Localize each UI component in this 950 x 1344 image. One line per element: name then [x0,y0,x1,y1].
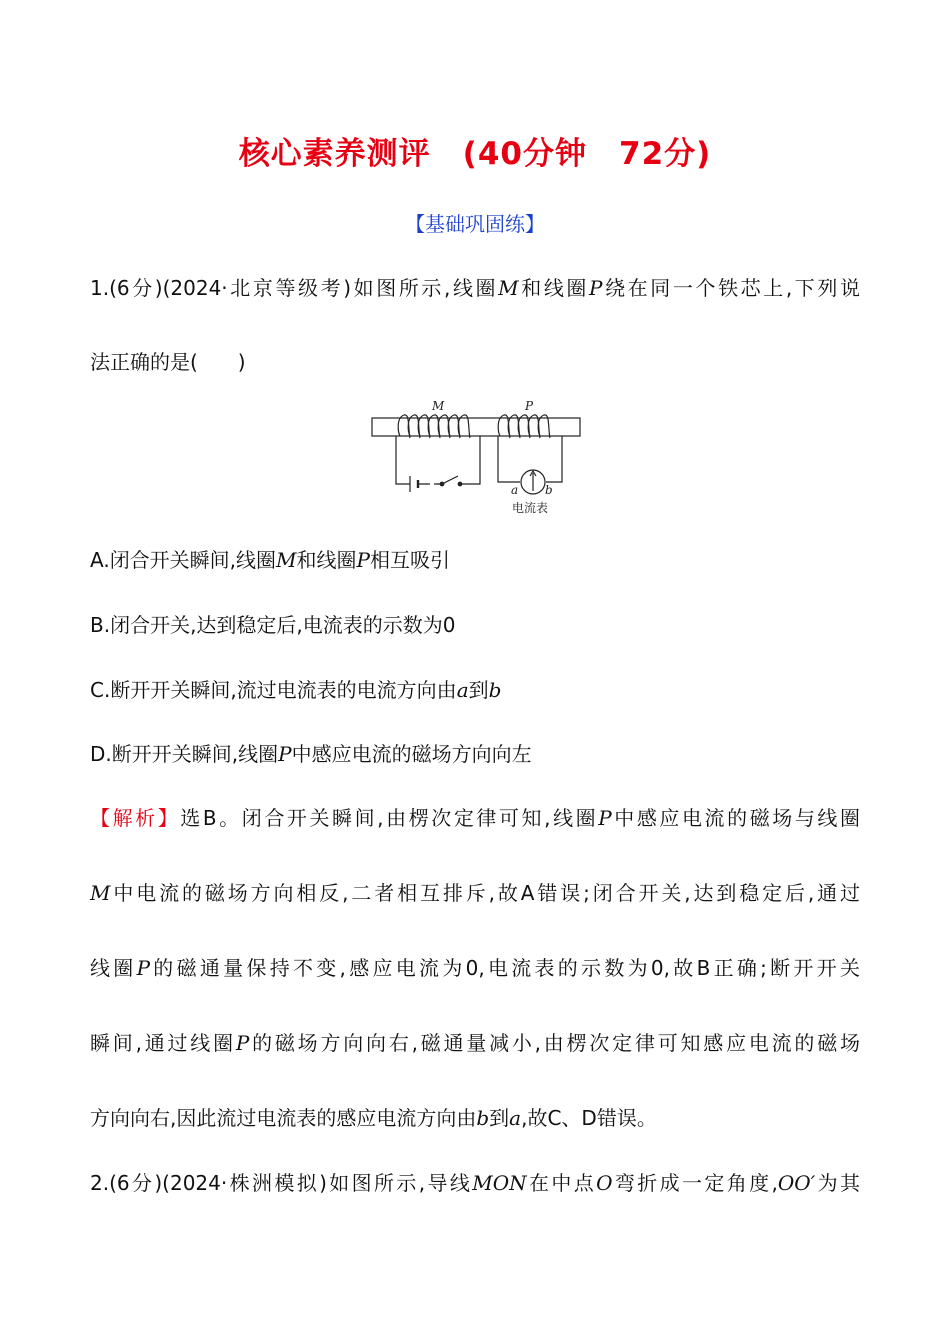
option-text: 到 [468,678,489,702]
analysis-line-5 [90,1104,860,1132]
q1-stem-line-1 [90,274,860,302]
analysis-text: 瞬间,通过线圈 [90,1031,236,1055]
option-text: 相互吸引 [370,548,450,572]
q2-text: 在中点 [526,1171,597,1195]
analysis-text: 中电流的磁场方向相反,二者相互排斥,故A错误;闭合开关,达到稳定后,通过 [110,881,860,905]
analysis-line-4 [90,1029,860,1057]
option-text: 和线圈 [296,548,357,572]
q2-text: 2.(6分)(2024·株洲模拟)如图所示,导线 [90,1171,473,1195]
q2-text: 为其 [815,1171,860,1195]
option-A [90,546,860,574]
analysis-text: ,故C、D错误。 [521,1106,657,1130]
var-P: P [235,1031,250,1055]
option-text: C.断开开关瞬间,流过电流表的电流方向由 [90,678,457,702]
var-OO-prime: OO′ [777,1171,816,1195]
option-C [90,676,860,704]
analysis-text: 到 [489,1106,510,1130]
var-P: P [136,956,151,980]
var-M: M [276,548,297,572]
label-a: a [511,483,519,497]
var-a: a [509,1106,522,1130]
var-P: P [598,806,612,830]
q2-stem-line-1 [90,1169,860,1197]
q2-text: 弯折成一定角度, [612,1171,778,1195]
q1-text: 1.(6分)(2024·北京等级考)如图所示,线圈 [90,276,499,300]
analysis-tag: 【解析】 [90,806,181,830]
var-P: P [589,276,603,300]
q1-text: 绕在同一个铁芯上,下列说 [602,276,860,300]
option-B: B.闭合开关,达到稳定后,电流表的示数为0 [90,613,456,637]
analysis-line-2 [90,879,860,907]
analysis-text: 线圈 [90,956,137,980]
analysis-text: 的磁通量保持不变,感应电流为0,电流表的示数为0,故B正确;断开开关 [150,956,860,980]
option-text: 中感应电流的磁场方向向左 [291,742,532,766]
analysis-line-1 [90,804,860,832]
q1-stem-line-2: 法正确的是( ) [90,350,246,374]
analysis-text: 中感应电流的磁场与线圈 [611,806,861,830]
circuit-M-wire [396,436,480,484]
coil-circuit-figure [370,396,585,520]
label-P: P [525,399,534,413]
option-text: A.闭合开关瞬间,线圈 [90,548,277,572]
analysis-line-3 [90,954,860,982]
analysis-text: 的磁场方向向右,磁通量减小,由楞次定律可知感应电流的磁场 [249,1031,861,1055]
var-a: a [456,678,469,702]
var-MON: MON [472,1171,527,1195]
label-M: M [432,399,445,413]
page-title: 核心素养测评 (40分钟 72分) [238,136,712,172]
analysis-text: 方向向右,因此流过电流表的感应电流方向由 [90,1106,477,1130]
label-b: b [545,483,553,497]
var-b: b [476,1106,490,1130]
var-P: P [356,548,370,572]
var-M: M [90,881,111,905]
analysis-text: 选B。闭合开关瞬间,由楞次定律可知,线圈 [180,806,599,830]
var-M: M [498,276,519,300]
option-text: D.断开开关瞬间,线圈 [90,742,279,766]
section-heading: 【基础巩固练】 [405,212,545,236]
meter-caption: 电流表 [512,501,549,515]
var-O: O [596,1171,613,1195]
var-P: P [278,742,292,766]
var-b: b [488,678,502,702]
option-D [90,740,860,768]
q1-text: 和线圈 [518,276,590,300]
